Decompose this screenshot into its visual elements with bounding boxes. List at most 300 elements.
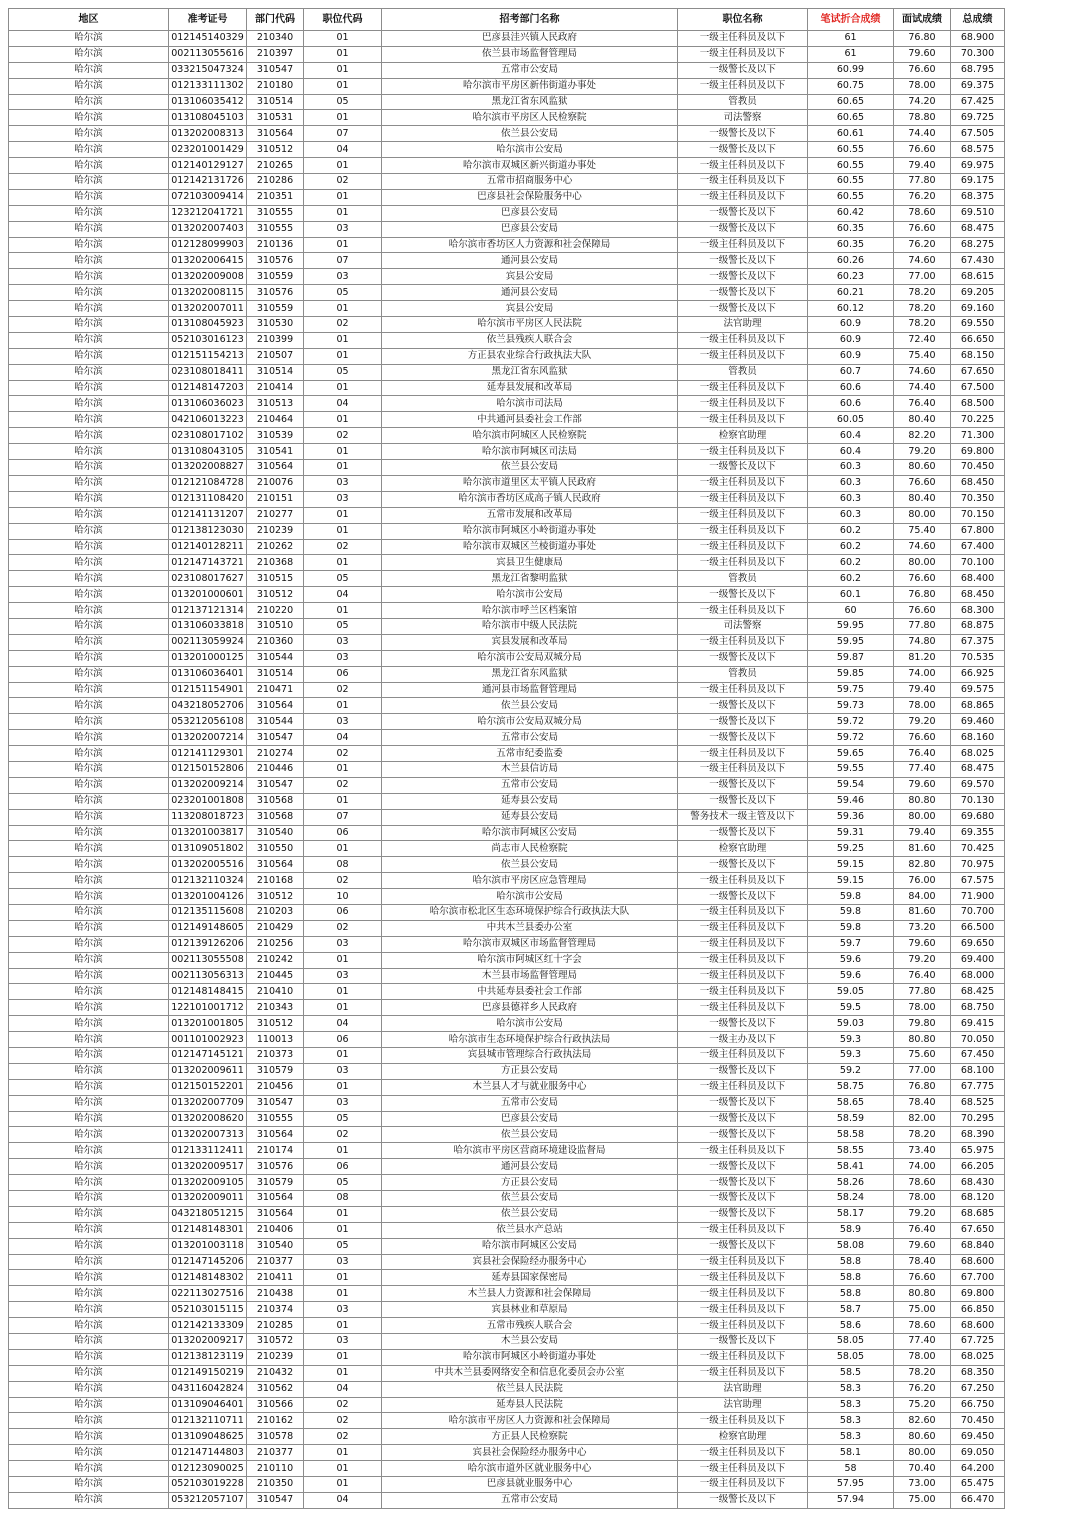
cell-interview-score: 82.00 [894,1111,951,1127]
cell-region: 哈尔滨 [9,221,169,237]
cell-region: 哈尔滨 [9,523,169,539]
cell-total-score: 69.575 [951,682,1005,698]
cell-position-code: 01 [304,237,382,253]
cell-dept-name: 哈尔滨市道外区就业服务中心 [382,1461,678,1477]
cell-position-name: 一级主任科员及以下 [678,873,808,889]
cell-exam-id: 002113055508 [169,952,247,968]
cell-exam-id: 012147144803 [169,1445,247,1461]
cell-position-code: 02 [304,174,382,190]
cell-exam-id: 013201000125 [169,650,247,666]
cell-region: 哈尔滨 [9,1302,169,1318]
cell-position-code: 01 [304,1222,382,1238]
cell-region: 哈尔滨 [9,1159,169,1175]
cell-total-score: 67.400 [951,539,1005,555]
cell-dept-code: 210174 [247,1143,304,1159]
cell-dept-name: 黑龙江省东风监狱 [382,94,678,110]
cell-exam-id: 012150152201 [169,1079,247,1095]
cell-total-score: 66.470 [951,1492,1005,1508]
table-row [9,110,1005,126]
cell-total-score: 67.425 [951,94,1005,110]
cell-total-score: 66.850 [951,1302,1005,1318]
cell-exam-id: 012133112411 [169,1143,247,1159]
cell-exam-id: 012148148302 [169,1270,247,1286]
cell-dept-name: 五常市公安局 [382,1095,678,1111]
cell-exam-id: 013109048625 [169,1429,247,1445]
cell-exam-id: 012138123119 [169,1349,247,1365]
cell-dept-code: 310579 [247,1175,304,1191]
table-row [9,174,1005,190]
cell-region: 哈尔滨 [9,444,169,460]
cell-exam-id: 122101001712 [169,1000,247,1016]
cell-dept-code: 210350 [247,1477,304,1493]
cell-dept-name: 中共木兰县委网络安全和信息化委员会办公室 [382,1365,678,1381]
table-row [9,1048,1005,1064]
cell-dept-code: 210406 [247,1222,304,1238]
cell-interview-score: 76.60 [894,142,951,158]
cell-written-score: 59.87 [808,650,894,666]
cell-interview-score: 79.60 [894,777,951,793]
table-row [9,1334,1005,1350]
cell-written-score: 60.6 [808,380,894,396]
cell-exam-id: 012149150219 [169,1365,247,1381]
cell-position-code: 02 [304,1127,382,1143]
cell-dept-name: 延寿县公安局 [382,793,678,809]
table-body [9,31,1005,1509]
cell-region: 哈尔滨 [9,174,169,190]
cell-total-score: 68.425 [951,984,1005,1000]
cell-written-score: 59.8 [808,889,894,905]
table-row [9,126,1005,142]
cell-dept-code: 210368 [247,555,304,571]
cell-written-score: 59.15 [808,857,894,873]
cell-total-score: 69.550 [951,317,1005,333]
cell-dept-name: 哈尔滨市生态环境保护综合行政执法局 [382,1032,678,1048]
cell-total-score: 69.400 [951,952,1005,968]
cell-region: 哈尔滨 [9,873,169,889]
table-row [9,873,1005,889]
table-row [9,62,1005,78]
cell-position-name: 一级主任科员及以下 [678,1222,808,1238]
cell-written-score: 60.55 [808,174,894,190]
cell-position-name: 管教员 [678,364,808,380]
cell-dept-name: 哈尔滨市平房区应急管理局 [382,873,678,889]
cell-region: 哈尔滨 [9,237,169,253]
cell-position-code: 02 [304,777,382,793]
cell-dept-name: 依兰县市场监督管理局 [382,46,678,62]
cell-region: 哈尔滨 [9,46,169,62]
cell-exam-id: 013201001805 [169,1016,247,1032]
cell-interview-score: 74.00 [894,666,951,682]
cell-total-score: 68.150 [951,348,1005,364]
table-row [9,1159,1005,1175]
cell-exam-id: 012142133309 [169,1318,247,1334]
cell-written-score: 60.42 [808,205,894,221]
cell-dept-code: 310550 [247,841,304,857]
cell-written-score: 58.3 [808,1429,894,1445]
cell-region: 哈尔滨 [9,746,169,762]
cell-interview-score: 80.40 [894,491,951,507]
cell-dept-name: 哈尔滨市阿城区公安局 [382,825,678,841]
cell-position-name: 管教员 [678,666,808,682]
cell-position-code: 06 [304,825,382,841]
cell-exam-id: 012140129127 [169,158,247,174]
cell-position-name: 一级警长及以下 [678,269,808,285]
cell-dept-code: 210377 [247,1445,304,1461]
table-row [9,730,1005,746]
cell-position-name: 一级警长及以下 [678,1016,808,1032]
cell-dept-code: 310555 [247,1111,304,1127]
cell-written-score: 60.65 [808,94,894,110]
cell-written-score: 59.15 [808,873,894,889]
cell-position-code: 01 [304,507,382,523]
cell-region: 哈尔滨 [9,539,169,555]
cell-total-score: 67.775 [951,1079,1005,1095]
cell-position-name: 一级警长及以下 [678,126,808,142]
cell-region: 哈尔滨 [9,793,169,809]
cell-written-score: 59.85 [808,666,894,682]
cell-total-score: 68.900 [951,31,1005,47]
cell-region: 哈尔滨 [9,364,169,380]
cell-dept-name: 哈尔滨市平房区人民法院 [382,317,678,333]
cell-exam-id: 052103016123 [169,332,247,348]
cell-written-score: 59.31 [808,825,894,841]
table-row [9,1461,1005,1477]
cell-interview-score: 76.20 [894,189,951,205]
cell-dept-code: 310564 [247,460,304,476]
table-row [9,952,1005,968]
cell-region: 哈尔滨 [9,889,169,905]
score-table [8,8,1005,1509]
cell-total-score: 70.425 [951,841,1005,857]
table-row [9,1302,1005,1318]
cell-position-code: 01 [304,348,382,364]
cell-position-name: 一级警长及以下 [678,698,808,714]
cell-dept-name: 依兰县水产总站 [382,1222,678,1238]
cell-written-score: 59.8 [808,904,894,920]
cell-total-score: 68.525 [951,1095,1005,1111]
table-row [9,1095,1005,1111]
table-row [9,761,1005,777]
cell-dept-code: 210286 [247,174,304,190]
cell-dept-name: 依兰县公安局 [382,698,678,714]
cell-written-score: 59.3 [808,1032,894,1048]
cell-position-code: 02 [304,1397,382,1413]
cell-position-code: 04 [304,1016,382,1032]
table-row [9,1477,1005,1493]
cell-exam-id: 002113055616 [169,46,247,62]
cell-total-score: 65.475 [951,1477,1005,1493]
cell-dept-code: 210076 [247,475,304,491]
cell-position-code: 01 [304,1270,382,1286]
cell-exam-id: 001101002923 [169,1032,247,1048]
cell-interview-score: 74.40 [894,380,951,396]
cell-exam-id: 043116042824 [169,1381,247,1397]
cell-position-code: 01 [304,952,382,968]
cell-position-code: 01 [304,380,382,396]
cell-total-score: 69.050 [951,1445,1005,1461]
cell-dept-name: 哈尔滨市平房区人力资源和社会保障局 [382,1413,678,1429]
cell-position-name: 一级主任科员及以下 [678,603,808,619]
cell-dept-name: 延寿县国家保密局 [382,1270,678,1286]
cell-position-code: 03 [304,1254,382,1270]
cell-exam-id: 013202006415 [169,253,247,269]
cell-position-code: 03 [304,475,382,491]
cell-dept-name: 巴彦县就业服务中心 [382,1477,678,1493]
cell-written-score: 59.25 [808,841,894,857]
header-region: 地区 [9,9,169,31]
cell-dept-name: 宾县社会保险经办服务中心 [382,1445,678,1461]
cell-total-score: 68.840 [951,1238,1005,1254]
cell-position-name: 一级警长及以下 [678,62,808,78]
cell-written-score: 57.94 [808,1492,894,1508]
cell-position-code: 01 [304,761,382,777]
cell-exam-id: 012147145121 [169,1048,247,1064]
cell-position-code: 02 [304,746,382,762]
cell-position-code: 01 [304,110,382,126]
cell-dept-name: 巴彦县洼兴镇人民政府 [382,31,678,47]
table-row [9,539,1005,555]
cell-region: 哈尔滨 [9,491,169,507]
cell-region: 哈尔滨 [9,857,169,873]
cell-exam-id: 013202009217 [169,1334,247,1350]
cell-total-score: 67.725 [951,1334,1005,1350]
cell-exam-id: 013202008313 [169,126,247,142]
cell-total-score: 68.350 [951,1365,1005,1381]
cell-region: 哈尔滨 [9,904,169,920]
cell-dept-code: 310568 [247,809,304,825]
cell-position-code: 03 [304,968,382,984]
cell-region: 哈尔滨 [9,205,169,221]
cell-written-score: 58.58 [808,1127,894,1143]
cell-total-score: 68.685 [951,1206,1005,1222]
table-row [9,809,1005,825]
cell-position-name: 一级警长及以下 [678,1063,808,1079]
cell-total-score: 68.100 [951,1063,1005,1079]
cell-total-score: 68.400 [951,571,1005,587]
cell-interview-score: 75.20 [894,1397,951,1413]
cell-written-score: 58.6 [808,1318,894,1334]
cell-total-score: 69.650 [951,936,1005,952]
cell-total-score: 67.575 [951,873,1005,889]
cell-dept-name: 巴彦县德祥乡人民政府 [382,1000,678,1016]
cell-dept-code: 210438 [247,1286,304,1302]
cell-total-score: 68.300 [951,603,1005,619]
cell-total-score: 66.650 [951,332,1005,348]
cell-total-score: 67.650 [951,364,1005,380]
table-row [9,603,1005,619]
cell-region: 哈尔滨 [9,158,169,174]
cell-region: 哈尔滨 [9,126,169,142]
cell-total-score: 69.570 [951,777,1005,793]
cell-region: 哈尔滨 [9,666,169,682]
cell-dept-name: 中共木兰县委办公室 [382,920,678,936]
cell-dept-name: 巴彦县社会保险服务中心 [382,189,678,205]
cell-region: 哈尔滨 [9,428,169,444]
cell-position-name: 一级主任科员及以下 [678,952,808,968]
table-row [9,1429,1005,1445]
cell-position-name: 管教员 [678,94,808,110]
cell-position-name: 一级警长及以下 [678,889,808,905]
cell-dept-code: 210239 [247,1349,304,1365]
cell-exam-id: 012147145206 [169,1254,247,1270]
cell-interview-score: 80.80 [894,1032,951,1048]
cell-dept-code: 310515 [247,571,304,587]
cell-dept-name: 哈尔滨市香坊区成高子镇人民政府 [382,491,678,507]
table-row [9,205,1005,221]
cell-total-score: 70.130 [951,793,1005,809]
cell-position-code: 01 [304,698,382,714]
cell-exam-id: 013202009105 [169,1175,247,1191]
cell-dept-code: 310564 [247,1127,304,1143]
cell-region: 哈尔滨 [9,1095,169,1111]
cell-region: 哈尔滨 [9,714,169,730]
cell-interview-score: 73.20 [894,920,951,936]
cell-position-name: 一级主任科员及以下 [678,920,808,936]
table-row [9,1254,1005,1270]
cell-position-code: 03 [304,1063,382,1079]
cell-written-score: 59.36 [808,809,894,825]
cell-exam-id: 013202007709 [169,1095,247,1111]
cell-dept-code: 210429 [247,920,304,936]
cell-total-score: 68.865 [951,698,1005,714]
cell-interview-score: 77.00 [894,269,951,285]
cell-total-score: 67.250 [951,1381,1005,1397]
table-row [9,301,1005,317]
cell-written-score: 60.2 [808,539,894,555]
cell-dept-code: 210136 [247,237,304,253]
cell-region: 哈尔滨 [9,1349,169,1365]
cell-dept-code: 210507 [247,348,304,364]
cell-written-score: 58.1 [808,1445,894,1461]
cell-interview-score: 76.20 [894,237,951,253]
table-row [9,507,1005,523]
cell-interview-score: 75.40 [894,348,951,364]
cell-position-name: 一级警长及以下 [678,825,808,841]
cell-exam-id: 013202008115 [169,285,247,301]
cell-exam-id: 013201004126 [169,889,247,905]
table-row [9,746,1005,762]
cell-written-score: 59.72 [808,730,894,746]
cell-dept-code: 310539 [247,428,304,444]
cell-written-score: 59.65 [808,746,894,762]
cell-written-score: 59.03 [808,1016,894,1032]
cell-position-code: 01 [304,205,382,221]
cell-region: 哈尔滨 [9,1318,169,1334]
cell-dept-code: 310512 [247,1016,304,1032]
cell-dept-name: 通河县公安局 [382,1159,678,1175]
cell-dept-code: 310514 [247,94,304,110]
cell-dept-name: 依兰县公安局 [382,1206,678,1222]
cell-dept-code: 310555 [247,205,304,221]
cell-total-score: 68.575 [951,142,1005,158]
cell-written-score: 60.75 [808,78,894,94]
cell-exam-id: 012141129301 [169,746,247,762]
cell-dept-name: 五常市纪委监委 [382,746,678,762]
cell-exam-id: 013201003118 [169,1238,247,1254]
header-total-score: 总成绩 [951,9,1005,31]
cell-exam-id: 002113056313 [169,968,247,984]
cell-dept-code: 310572 [247,1334,304,1350]
cell-dept-code: 210110 [247,1461,304,1477]
cell-total-score: 68.600 [951,1318,1005,1334]
cell-position-name: 一级警长及以下 [678,1127,808,1143]
cell-dept-name: 五常市公安局 [382,62,678,78]
cell-dept-name: 宾县发展和改革局 [382,634,678,650]
cell-interview-score: 76.60 [894,1270,951,1286]
table-row [9,1222,1005,1238]
cell-position-name: 一级警长及以下 [678,221,808,237]
cell-dept-name: 哈尔滨市司法局 [382,396,678,412]
cell-dept-name: 宾县卫生健康局 [382,555,678,571]
cell-total-score: 67.430 [951,253,1005,269]
cell-dept-code: 210414 [247,380,304,396]
cell-exam-id: 012132110711 [169,1413,247,1429]
cell-written-score: 59.95 [808,618,894,634]
cell-dept-name: 哈尔滨市阿城区公安局 [382,1238,678,1254]
cell-written-score: 60.26 [808,253,894,269]
table-row [9,571,1005,587]
cell-position-name: 司法警察 [678,618,808,634]
cell-interview-score: 74.00 [894,1159,951,1175]
cell-position-name: 一级主任科员及以下 [678,1143,808,1159]
cell-exam-id: 012148148301 [169,1222,247,1238]
cell-exam-id: 123212041721 [169,205,247,221]
table-row [9,1381,1005,1397]
cell-total-score: 68.450 [951,475,1005,491]
cell-written-score: 60.35 [808,237,894,253]
cell-exam-id: 013202007313 [169,1127,247,1143]
cell-written-score: 60.3 [808,475,894,491]
cell-written-score: 60.99 [808,62,894,78]
cell-written-score: 58.9 [808,1222,894,1238]
cell-dept-name: 哈尔滨市阿城区红十字会 [382,952,678,968]
cell-written-score: 59.6 [808,952,894,968]
cell-dept-name: 哈尔滨市呼兰区档案馆 [382,603,678,619]
cell-position-code: 01 [304,555,382,571]
cell-total-score: 69.725 [951,110,1005,126]
cell-total-score: 70.450 [951,460,1005,476]
table-row [9,1286,1005,1302]
cell-dept-code: 310555 [247,221,304,237]
cell-position-code: 01 [304,332,382,348]
cell-position-name: 一级警长及以下 [678,205,808,221]
cell-position-code: 06 [304,904,382,920]
cell-written-score: 59.3 [808,1048,894,1064]
cell-dept-name: 黑龙江省黎明监狱 [382,571,678,587]
cell-position-name: 一级主任科员及以下 [678,539,808,555]
cell-written-score: 59.72 [808,714,894,730]
cell-exam-id: 043218052706 [169,698,247,714]
cell-region: 哈尔滨 [9,682,169,698]
cell-total-score: 68.795 [951,62,1005,78]
cell-exam-id: 013202005516 [169,857,247,873]
cell-position-name: 一级警长及以下 [678,253,808,269]
cell-region: 哈尔滨 [9,269,169,285]
cell-region: 哈尔滨 [9,571,169,587]
cell-dept-code: 310541 [247,444,304,460]
cell-total-score: 67.505 [951,126,1005,142]
cell-position-name: 一级主任科员及以下 [678,1254,808,1270]
table-row [9,1270,1005,1286]
header-dept-code: 部门代码 [247,9,304,31]
cell-exam-id: 012132110324 [169,873,247,889]
cell-position-code: 02 [304,539,382,555]
cell-region: 哈尔滨 [9,460,169,476]
table-row [9,857,1005,873]
cell-position-name: 一级主任科员及以下 [678,1413,808,1429]
cell-total-score: 69.975 [951,158,1005,174]
cell-position-name: 一级警长及以下 [678,460,808,476]
